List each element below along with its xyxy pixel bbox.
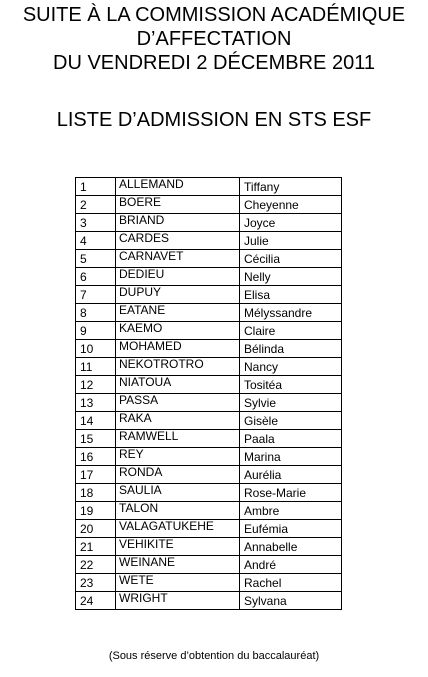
- student-surname: CARNAVET: [116, 250, 240, 268]
- table-row: [76, 448, 342, 466]
- student-surname: CARDES: [116, 232, 240, 250]
- table-row: [76, 538, 342, 556]
- table-row: [76, 178, 342, 196]
- row-number: 23: [76, 574, 116, 592]
- student-surname: DEDIEU: [116, 268, 240, 286]
- student-firstname: Nelly: [240, 268, 342, 286]
- student-firstname: Sylvana: [240, 592, 342, 610]
- row-number: 2: [76, 196, 116, 214]
- student-firstname: Cheyenne: [240, 196, 342, 214]
- row-number: 8: [76, 304, 116, 322]
- row-number: 12: [76, 376, 116, 394]
- student-firstname: Bélinda: [240, 340, 342, 358]
- table-row: [76, 214, 342, 232]
- document-title-line-3: DU VENDREDI 2 DÉCEMBRE 2011: [53, 52, 375, 74]
- table-row: [76, 322, 342, 340]
- student-surname: TALON: [116, 502, 240, 520]
- admission-table-body: [76, 178, 342, 610]
- student-surname: SAULIA: [116, 484, 240, 502]
- student-surname: WRIGHT: [116, 592, 240, 610]
- row-number: 16: [76, 448, 116, 466]
- student-firstname: Sylvie: [240, 394, 342, 412]
- table-row: [76, 232, 342, 250]
- table-row: [76, 520, 342, 538]
- student-firstname: Gisèle: [240, 412, 342, 430]
- row-number: 4: [76, 232, 116, 250]
- row-number: 14: [76, 412, 116, 430]
- footnote: (Sous réserve d’obtention du baccalauréat): [108, 650, 320, 662]
- student-firstname: Rachel: [240, 574, 342, 592]
- student-firstname: Annabelle: [240, 538, 342, 556]
- student-firstname: Paala: [240, 430, 342, 448]
- row-number: 18: [76, 484, 116, 502]
- row-number: 20: [76, 520, 116, 538]
- student-firstname: André: [240, 556, 342, 574]
- list-subtitle: LISTE D’ADMISSION EN STS ESF: [56, 109, 372, 131]
- table-row: [76, 340, 342, 358]
- row-number: 13: [76, 394, 116, 412]
- student-firstname: Marina: [240, 448, 342, 466]
- row-number: 7: [76, 286, 116, 304]
- row-number: 10: [76, 340, 116, 358]
- table-row: [76, 556, 342, 574]
- student-surname: BRIAND: [116, 214, 240, 232]
- table-row: [76, 250, 342, 268]
- row-number: 17: [76, 466, 116, 484]
- student-firstname: Julie: [240, 232, 342, 250]
- document-title-line-2: D’AFFECTATION: [136, 28, 292, 50]
- table-row: [76, 574, 342, 592]
- student-surname: WEINANE: [116, 556, 240, 574]
- student-firstname: Tiffany: [240, 178, 342, 196]
- student-surname: RAKA: [116, 412, 240, 430]
- student-firstname: Tositéa: [240, 376, 342, 394]
- table-row: [76, 466, 342, 484]
- table-row: [76, 412, 342, 430]
- table-row: [76, 196, 342, 214]
- student-surname: REY: [116, 448, 240, 466]
- row-number: 15: [76, 430, 116, 448]
- row-number: 3: [76, 214, 116, 232]
- student-surname: ALLEMAND: [116, 178, 240, 196]
- table-row: [76, 394, 342, 412]
- document-title-line-1: SUITE À LA COMMISSION ACADÉMIQUE: [22, 4, 406, 26]
- table-row: [76, 268, 342, 286]
- table-row: [76, 430, 342, 448]
- row-number: 24: [76, 592, 116, 610]
- table-row: [76, 484, 342, 502]
- student-surname: NIATOUA: [116, 376, 240, 394]
- student-firstname: Rose-Marie: [240, 484, 342, 502]
- table-row: [76, 358, 342, 376]
- table-row: [76, 304, 342, 322]
- student-surname: VALAGATUKEHE: [116, 520, 240, 538]
- student-firstname: Nancy: [240, 358, 342, 376]
- student-surname: RONDA: [116, 466, 240, 484]
- student-surname: EATANE: [116, 304, 240, 322]
- student-firstname: Mélyssandre: [240, 304, 342, 322]
- student-firstname: Elisa: [240, 286, 342, 304]
- student-surname: BOERE: [116, 196, 240, 214]
- row-number: 19: [76, 502, 116, 520]
- row-number: 11: [76, 358, 116, 376]
- student-surname: VEHIKITE: [116, 538, 240, 556]
- student-surname: RAMWELL: [116, 430, 240, 448]
- admission-table: [75, 177, 342, 610]
- student-surname: WETE: [116, 574, 240, 592]
- table-row: [76, 376, 342, 394]
- row-number: 22: [76, 556, 116, 574]
- row-number: 1: [76, 178, 116, 196]
- table-row: [76, 286, 342, 304]
- row-number: 6: [76, 268, 116, 286]
- student-firstname: Ambre: [240, 502, 342, 520]
- student-surname: MOHAMED: [116, 340, 240, 358]
- student-firstname: Joyce: [240, 214, 342, 232]
- row-number: 21: [76, 538, 116, 556]
- student-surname: PASSA: [116, 394, 240, 412]
- student-firstname: Aurélia: [240, 466, 342, 484]
- student-surname: NEKOTROTRO: [116, 358, 240, 376]
- table-row: [76, 592, 342, 610]
- student-firstname: Claire: [240, 322, 342, 340]
- row-number: 5: [76, 250, 116, 268]
- student-firstname: Eufémia: [240, 520, 342, 538]
- student-surname: DUPUY: [116, 286, 240, 304]
- student-surname: KAEMO: [116, 322, 240, 340]
- row-number: 9: [76, 322, 116, 340]
- student-firstname: Cécilia: [240, 250, 342, 268]
- table-row: [76, 502, 342, 520]
